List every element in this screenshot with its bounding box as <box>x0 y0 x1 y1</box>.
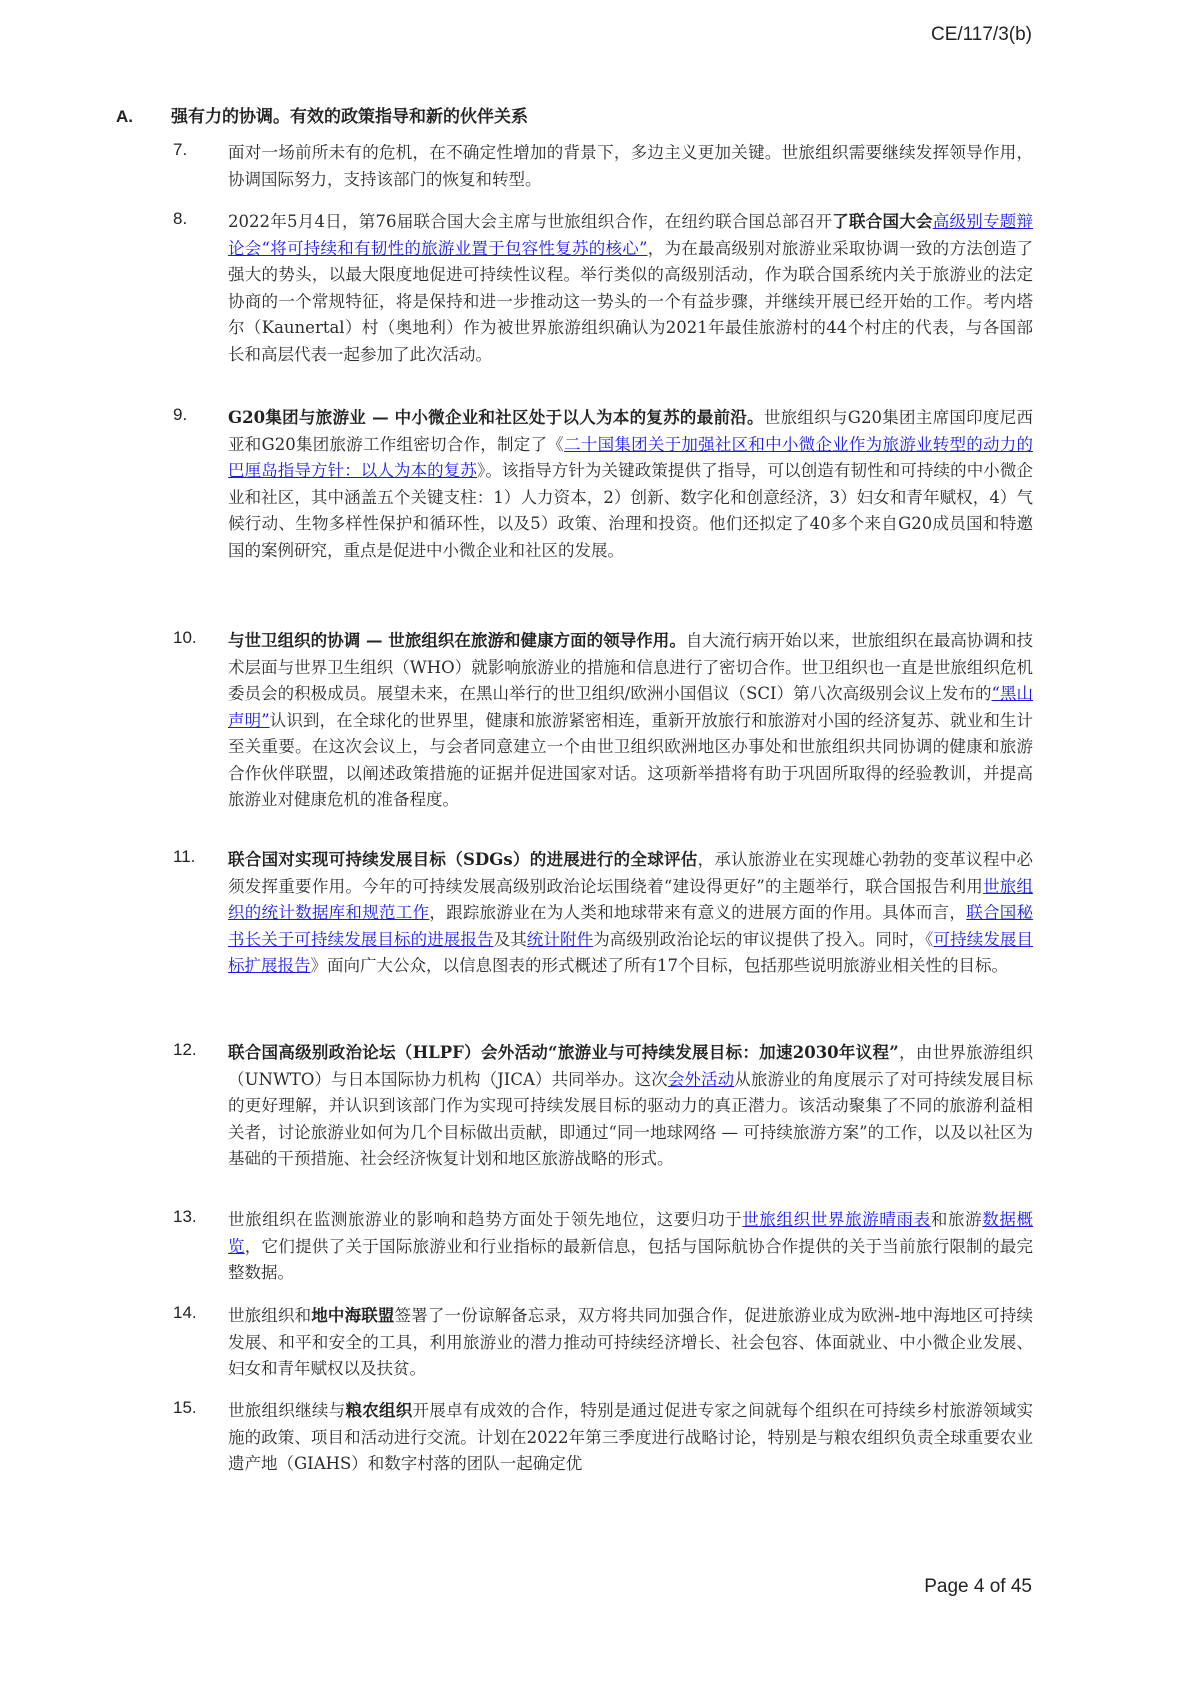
paragraph-15 <box>173 1398 1033 1478</box>
paragraph-text: G20集团与旅游业 — 中小微企业和社区处于以人为本的复苏的最前沿。世旅组织与G20集团主席国印度尼西亚和G20集团旅游工作组密切合作，制定了《二十国集团关于加强社区和中小微企业作为旅游业转型的动力的巴厘岛指导方针：以人为本的复苏》。该指导方针为关键政策提供了指导，可以创造有韧性和可持续的中小微企业和社区，其中涵盖五个关键支柱：1）人力资本，2）创新、数字化和创意经济，3）妇女和青年赋权，4）气候行动、生物多样性保护和循环性，以及5）政策、治理和投资。他们还拟定了40多个来自G20成员国和特邀国的案例研究，重点是促进中小微企业和社区的发展。 <box>228 408 1034 560</box>
paragraph-number: 14. <box>173 1303 197 1322</box>
paragraph-number: 12. <box>173 1040 197 1059</box>
paragraph-8 <box>173 209 1033 368</box>
paragraph-text: 面对一场前所未有的危机，在不确定性增加的背景下，多边主义更加关键。世旅组织需要继续发挥领导作用，协调国际努力，支持该部门的恢复和转型。 <box>228 143 1033 189</box>
link-extended-report[interactable]: 可持续发展目标扩展报告 <box>228 929 1034 975</box>
section-letter: A. <box>116 107 133 126</box>
section-title: 强有力的协调。有效的政策指导和新的伙伴关系 <box>171 107 528 127</box>
paragraph-text: 世旅组织在监测旅游业的影响和趋势方面处于领先地位，这要归功于世旅组织世界旅游晴雨表和旅游数据概览，它们提供了关于国际旅游业和行业指标的最新信息，包括与国际航协合作提供的关于当前旅行限制的最完整数据。 <box>228 1210 1034 1282</box>
link-tourism-barometer[interactable]: 世旅组织世界旅游晴雨表 <box>742 1210 931 1229</box>
paragraph-12 <box>173 1040 1033 1173</box>
page-number: Page 4 of 45 <box>924 1576 1032 1597</box>
paragraph-9 <box>173 405 1033 564</box>
document-reference: CE/117/3(b) <box>930 24 1032 45</box>
paragraph-number: 8. <box>173 209 188 228</box>
paragraph-number: 11. <box>173 847 196 866</box>
paragraph-text: 联合国高级别政治论坛（HLPF）会外活动“旅游业与可持续发展目标：加速2030年议程”，由世界旅游组织（UNWTO）与日本国际协力机构（JICA）共同举办。这次会外活动从旅游业的角度展示了对可持续发展目标的更好理解，并认识到该部门作为实现可持续发展目标的驱动力的真正潜力。该活动聚集了不同的旅游利益相关者，讨论旅游业如何为几个目标做出贡献，即通过“同一地球网络 — 可持续旅游方案”的工作，以及以社区为基础的干预措施、社会经济恢复计划和地区旅游战略的形式。 <box>228 1043 1034 1168</box>
paragraph-text: 与世卫组织的协调 — 世旅组织在旅游和健康方面的领导作用。自大流行病开始以来，世旅组织在最高协调和技术层面与世界卫生组织（WHO）就影响旅游业的措施和信息进行了密切合作。世卫组织也一直是世旅组织危机委员会的积极成员。展望未来，在黑山举行的世卫组织/欧洲小国倡议（SCI）第八次高级别会议上发布的“黑山声明”认识到，在全球化的世界里，健康和旅游紧密相连，重新开放旅行和旅游对小国的经济复苏、就业和生计至关重要。在这次会议上，与会者同意建立一个由世卫组织欧洲地区办事处和世旅组织共同协调的健康和旅游合作伙伴联盟，以阐述政策措施的证据并促进国家对话。这项新举措将有助于巩固所取得的经验教训，并提高旅游业对健康危机的准备程度。 <box>228 631 1034 809</box>
bold-phrase: G20集团与旅游业 — 中小微企业和社区处于以人为本的复苏的最前沿。 <box>228 408 764 427</box>
bold-phrase: 粮农组织 <box>345 1401 413 1420</box>
paragraph-number: 13. <box>173 1207 197 1226</box>
link-side-event[interactable]: 会外活动 <box>667 1069 735 1089</box>
link-statistical-annex[interactable]: 统计附件 <box>526 929 594 949</box>
paragraph-11 <box>173 847 1033 980</box>
bold-phrase: 了联合国大会 <box>832 212 933 231</box>
link-montenegro-declaration[interactable]: “黑山声明” <box>228 684 1033 730</box>
paragraph-7 <box>173 140 1033 193</box>
link-data-dashboard[interactable]: 数据概览 <box>228 1210 1034 1256</box>
bold-phrase: 联合国高级别政治论坛（HLPF）会外活动“旅游业与可持续发展目标：加速2030年议程” <box>228 1043 899 1062</box>
paragraph-10 <box>173 628 1033 814</box>
paragraph-13 <box>173 1207 1033 1287</box>
link-sg-progress-report[interactable]: 联合国秘书长关于可持续发展目标的进展报告 <box>228 903 1034 949</box>
paragraph-14 <box>173 1303 1033 1383</box>
paragraph-text: 联合国对实现可持续发展目标（SDGs）的进展进行的全球评估，承认旅游业在实现雄心勃勃的变革议程中必须发挥重要作用。今年的可持续发展高级别政治论坛围绕着“建设得更好”的主题举行，联合国报告利用世旅组织的统计数据库和规范工作，跟踪旅游业在为人类和地球带来有意义的进展方面的作用。具体而言，联合国秘书长关于可持续发展目标的进展报告及其统计附件为高级别政治论坛的审议提供了投入。同时，《可持续发展目标扩展报告》面向广大公众，以信息图表的形式概述了所有17个目标，包括那些说明旅游业相关性的目标。 <box>228 850 1034 975</box>
bold-phrase: 与世卫组织的协调 — 世旅组织在旅游和健康方面的领导作用。 <box>228 631 686 650</box>
paragraph-text: 2022年5月4日，第76届联合国大会主席与世旅组织合作，在纽约联合国总部召开了联合国大会高级别专题辩论会“将可持续和有韧性的旅游业置于包容性复苏的核心”，为在最高级别对旅游业采取协调一致的方法创造了强大的势头，以最大限度地促进可持续性议程。举行类似的高级别活动，作为联合国系统内关于旅游业的法定协商的一个常规特征，将是保持和进一步推动这一势头的一个有益步骤，并继续开展已经开始的工作。考内塔尔（Kaunertal）村（奥地利）作为被世界旅游组织确认为2021年最佳旅游村的44个村庄的代表，与各国部长和高层代表一起参加了此次活动。 <box>228 212 1034 364</box>
section-heading <box>116 102 528 127</box>
link-statistics-database[interactable]: 世旅组织的统计数据库和规范工作 <box>228 876 1034 922</box>
link-high-level-debate[interactable]: 高级别专题辩论会“将可持续和有韧性的旅游业置于包容性复苏的核心” <box>228 212 1034 258</box>
bold-phrase: 联合国对实现可持续发展目标（SDGs）的进展进行的全球评估 <box>228 850 698 869</box>
paragraph-number: 9. <box>173 405 188 424</box>
bold-phrase: 地中海联盟 <box>311 1306 395 1325</box>
paragraph-number: 15. <box>173 1398 197 1417</box>
paragraph-text: 世旅组织和地中海联盟签署了一份谅解备忘录，双方将共同加强合作，促进旅游业成为欧洲-地中海地区可持续发展、和平和安全的工具，利用旅游业的潜力推动可持续经济增长、社会包容、体面就业、中小微企业发展、妇女和青年赋权以及扶贫。 <box>228 1306 1034 1378</box>
paragraph-number: 10. <box>173 628 197 647</box>
paragraph-number: 7. <box>173 140 188 159</box>
paragraph-text: 世旅组织继续与粮农组织开展卓有成效的合作，特别是通过促进专家之间就每个组织在可持续乡村旅游领域实施的政策、项目和活动进行交流。计划在2022年第三季度进行战略讨论，特别是与粮农组织负责全球重要农业遗产地（GIAHS）和数字村落的团队一起确定优 <box>228 1401 1034 1473</box>
link-bali-guidelines[interactable]: 二十国集团关于加强社区和中小微企业作为旅游业转型的动力的巴厘岛指导方针：以人为本的复苏 <box>228 434 1033 480</box>
